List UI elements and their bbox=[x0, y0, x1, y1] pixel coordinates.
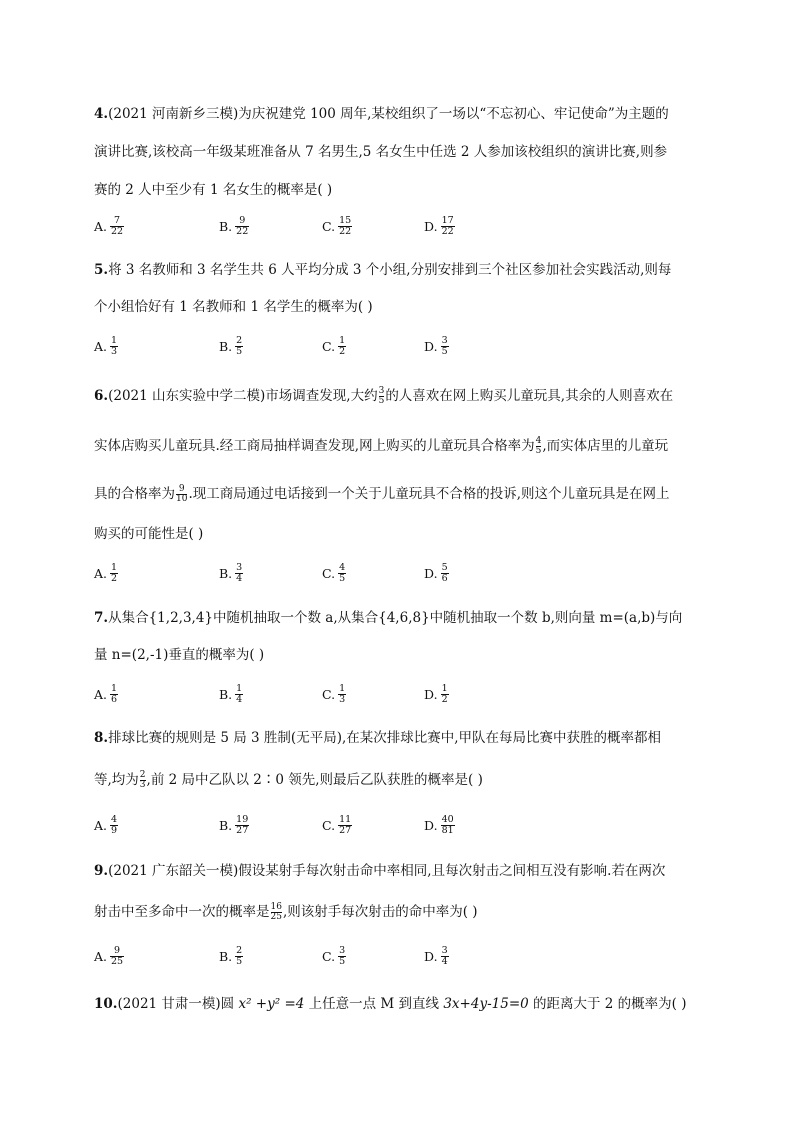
q9-options bbox=[94, 946, 714, 974]
q9-option-c: C. $\frac{3}{5}$ bbox=[322, 945, 346, 967]
q6-option-c: C. $\frac{4}{5}$ bbox=[322, 562, 346, 584]
q5-options bbox=[94, 336, 714, 364]
q7-option-a: A. $\frac{1}{6}$ bbox=[94, 683, 118, 705]
q4-options bbox=[94, 216, 714, 244]
q8-line-1: 8.排球比赛的规则是 5 局 3 胜制(无平局),在某次排球比赛中,甲队在每局比赛中获胜的概率都相 bbox=[94, 730, 662, 746]
q8-option-a: A. $\frac{4}{9}$ bbox=[94, 814, 118, 836]
q7-option-b: B. $\frac{1}{4}$ bbox=[219, 683, 243, 705]
q4-line-2: 演讲比赛,该校高一年级某班准备从 7 名男生,5 名女生中任选 2 人参加该校组织的演讲比赛,则参 bbox=[94, 144, 668, 160]
q6-line-2: 实体店购买儿童玩具.经工商局抽样调查发现,网上购买的儿童玩具合格率为 $\frac{4}{5}$ ,而实体店里的儿童玩 bbox=[94, 436, 669, 456]
q5-line-1: 5.将 3 名教师和 3 名学生共 6 人平均分成 3 个小组,分别安排到三个社区参加社会实践活动,则每 bbox=[94, 262, 672, 278]
q8-option-d: D. $\frac{40}{81}$ bbox=[424, 814, 454, 836]
q9-option-a: A. $\frac{9}{25}$ bbox=[94, 945, 124, 967]
q6-options bbox=[94, 563, 714, 591]
q6-option-b: B. $\frac{3}{4}$ bbox=[219, 562, 243, 584]
q6-option-d: D. $\frac{5}{6}$ bbox=[424, 562, 448, 584]
q4-line-3: 赛的 2 人中至少有 1 名女生的概率是( ) bbox=[94, 182, 333, 198]
q7-option-d: D. $\frac{1}{2}$ bbox=[424, 683, 448, 705]
q9-line-1: 9.(2021 广东韶关一模)假设某射手每次射击命中率相同,且每次射击之间相互没有影响.若在两次 bbox=[94, 863, 666, 879]
q9-line-2: 射击中至多命中一次的概率是 $\frac{16}{25}$ ,则该射手每次射击的命中率为( ) bbox=[94, 902, 478, 922]
q6-option-a: A. $\frac{1}{2}$ bbox=[94, 562, 118, 584]
q7-option-c: C. $\frac{1}{3}$ bbox=[322, 683, 346, 705]
q9-option-b: B. $\frac{2}{5}$ bbox=[219, 945, 243, 967]
q4-option-d: D. $\frac{17}{22}$ bbox=[424, 215, 454, 237]
q7-line-1: 7.从集合{1,2,3,4}中随机抽取一个数 a,从集合{4,6,8}中随机抽取一个数 b,则向量 m=(a,b)与向 bbox=[94, 610, 683, 626]
q8-option-c: C. $\frac{11}{27}$ bbox=[322, 814, 352, 836]
q5-option-c: C. $\frac{1}{2}$ bbox=[322, 335, 346, 357]
q6-line-1: 6.(2021 山东实验中学二模)市场调查发现,大约 $\frac{3}{5}$ 的人喜欢在网上购买儿童玩具,其余的人则喜欢在 bbox=[94, 386, 674, 406]
q8-line-2: 等,均为 $\frac{2}{3}$ ,前 2 局中乙队以 2∶0 领先,则最后乙队获胜的概率是( ) bbox=[94, 770, 483, 790]
q7-line-2: 量 n=(2,-1)垂直的概率为( ) bbox=[94, 647, 265, 663]
q4-option-a: A. $\frac{7}{22}$ bbox=[94, 215, 124, 237]
q5-line-2: 个小组恰好有 1 名教师和 1 名学生的概率为( ) bbox=[94, 299, 373, 315]
q8-option-b: B. $\frac{19}{27}$ bbox=[219, 814, 249, 836]
q6-line-4: 购买的可能性是( ) bbox=[94, 526, 204, 542]
q4-option-c: C. $\frac{15}{22}$ bbox=[322, 215, 352, 237]
q10-line-1: 10.(2021 甘肃一模)圆 x² +y² =4 上任意一点 M 到直线 3x+4y-15=0 的距离大于 2 的概率为( ) bbox=[94, 996, 687, 1012]
q5-option-b: B. $\frac{2}{5}$ bbox=[219, 335, 243, 357]
q6-line-3: 具的合格率为 $\frac{9}{10}$ .现工商局通过电话接到一个关于儿童玩具不合格的投诉,则这个儿童玩具是在网上 bbox=[94, 484, 670, 504]
q7-options bbox=[94, 684, 714, 712]
q9-option-d: D. $\frac{3}{4}$ bbox=[424, 945, 448, 967]
q4-option-b: B. $\frac{9}{22}$ bbox=[219, 215, 249, 237]
q4-line-1: 4.(2021 河南新乡三模)为庆祝建党 100 周年,某校组织了一场以“不忘初心、牢记使命”为主题的 bbox=[94, 106, 669, 122]
q5-option-a: A. $\frac{1}{3}$ bbox=[94, 335, 118, 357]
q8-options bbox=[94, 815, 714, 843]
q5-option-d: D. $\frac{3}{5}$ bbox=[424, 335, 448, 357]
